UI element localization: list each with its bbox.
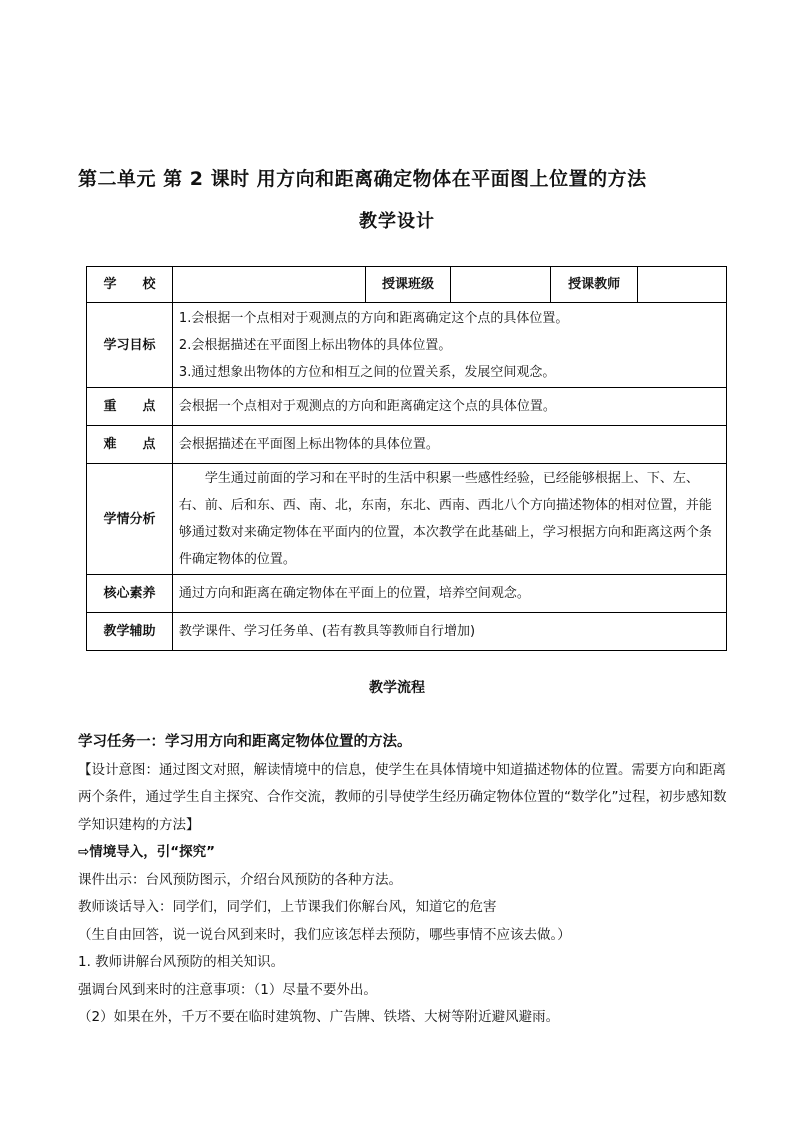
table-row [87,388,727,426]
table-row [87,303,727,388]
table-row [87,464,727,575]
document-subtitle: 教学设计 [359,211,435,232]
table-row [87,613,727,651]
goal-item: 3.通过想象出物体的方位和相互之间的位置关系，发展空间观念。 [178,364,556,380]
body-line: （2）如果在外，千万不要在临时建筑物、广告牌、铁塔、大树等附近避风避雨。 [78,1009,560,1025]
section-heading: ⇨情境导入，引“探究” [78,844,216,860]
difficulty-value: 会根据描述在平面图上标出物体的具体位置。 [172,426,726,464]
table-row [87,267,727,303]
body-line: 教师谈话导入：同学们，同学们，上节课我们你解台风，知道它的危害 [78,899,497,915]
key-point-label: 重 点 [87,388,173,426]
class-label: 授课班级 [365,267,451,303]
teacher-value [638,267,727,303]
teacher-label: 授课教师 [551,267,638,303]
table-row [87,575,727,613]
goals-cell [172,303,726,388]
school-label: 学 校 [87,267,173,303]
analysis-value: 学生通过前面的学习和在平时的生活中积累一些感性经验，已经能够根据上、下、左、右、前、后和东、西、南、北，东南，东北、西南、西北八个方向描述物体的相对位置，并能够通过数对来确定物体在平面内的位置，本次教学在此基础上，学习根据方向和距离这两个条件确定物体的位置。 [172,464,726,575]
difficulty-label: 难 点 [87,426,173,464]
goal-item: 1.会根据一个点相对于观测点的方向和距离确定这个点的具体位置。 [178,310,569,326]
literacy-label: 核心素养 [87,575,173,613]
aids-label: 教学辅助 [87,613,173,651]
goals-label: 学习目标 [87,303,173,388]
lesson-body [78,729,728,1032]
key-point-value: 会根据一个点相对于观测点的方向和距离确定这个点的具体位置。 [172,388,726,426]
flow-heading: 教学流程 [369,680,425,696]
school-value [172,267,365,303]
task-heading: 学习任务一：学习用方向和距离定物体位置的方法。 [78,734,412,750]
aids-value: 教学课件、学习任务单、(若有教具等教师自行增加) [172,613,726,651]
literacy-value: 通过方向和距离在确定物体在平面上的位置，培养空间观念。 [172,575,726,613]
document-title: 第二单元 第 2 课时 用方向和距离确定物体在平面图上位置的方法 [78,168,647,190]
body-line: 强调台风到来时的注意事项：（1）尽量不要外出。 [78,981,377,998]
body-line: 课件出示：台风预防图示，介绍台风预防的各种方法。 [78,871,402,888]
lesson-info-table [86,266,727,651]
table-row [87,426,727,464]
class-value [451,267,551,303]
body-line: （生自由回答，说一说台风到来时，我们应该怎样去预防，哪些事情不应该去做。） [78,926,571,943]
design-intent: 【设计意图：通过图文对照，解读情境中的信息，使学生在具体情境中知道描述物体的位置。需要方向和距离两个条件，通过学生自主探究、合作交流，教师的引导使学生经历确定物体位置的“数学化”过程，初步感知数学知识建构的方法】 [78,761,727,833]
body-line: 1. 教师讲解台风预防的相关知识。 [78,954,285,970]
goal-item: 2.会根据描述在平面图上标出物体的具体位置。 [178,337,452,353]
analysis-label: 学情分析 [87,464,173,575]
